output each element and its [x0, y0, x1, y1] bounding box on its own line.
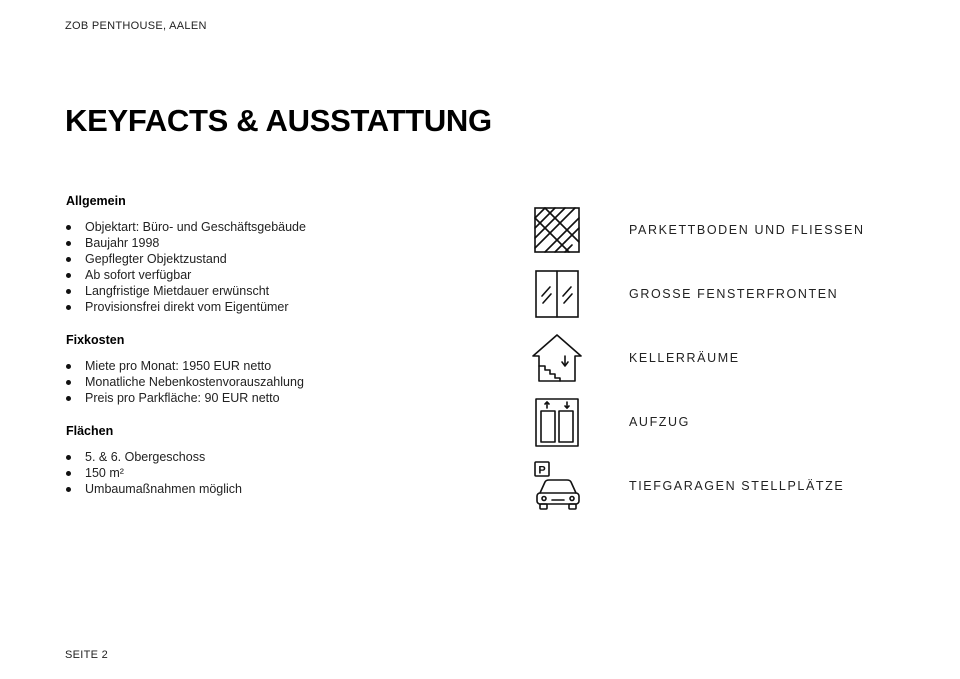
- document-header: ZOB PENTHOUSE, AALEN: [65, 20, 207, 32]
- feature-basement: [530, 326, 910, 390]
- list-item: Miete pro Monat: 1950 EUR netto: [66, 358, 486, 374]
- basement-icon: [530, 332, 582, 384]
- list-item: 5. & 6. Obergeschoss: [66, 449, 486, 465]
- page-title: KEYFACTS & AUSSTATTUNG: [65, 103, 492, 138]
- list-item: Preis pro Parkfläche: 90 EUR netto: [66, 390, 486, 406]
- list-item: Gepflegter Objektzustand: [66, 251, 486, 267]
- feature-label: AUFZUG: [629, 415, 690, 429]
- list-item: Baujahr 1998: [66, 235, 486, 251]
- keyfacts-column: [66, 194, 486, 515]
- parquet-floor-icon: [530, 204, 582, 256]
- parking-sign-letter: P: [538, 464, 546, 477]
- feature-parking: [530, 454, 910, 518]
- bullet-list: [66, 358, 486, 406]
- feature-label: TIEFGARAGEN STELLPLÄTZE: [629, 479, 845, 493]
- list-item: Umbaumaßnahmen möglich: [66, 481, 486, 497]
- elevator-icon: [530, 396, 582, 448]
- amenities-column: [530, 198, 910, 518]
- feature-parquet: [530, 198, 910, 262]
- list-item: Monatliche Nebenkostenvorauszahlung: [66, 374, 486, 390]
- feature-label: KELLERRÄUME: [629, 351, 740, 365]
- feature-elevator: [530, 390, 910, 454]
- bullet-list: [66, 449, 486, 497]
- section-allgemein: [66, 194, 486, 315]
- feature-label: PARKETTBODEN UND FLIESSEN: [629, 223, 865, 237]
- section-flaechen: [66, 424, 486, 497]
- section-heading: Flächen: [66, 424, 114, 438]
- window-front-icon: [530, 268, 582, 320]
- section-heading: Fixkosten: [66, 333, 125, 347]
- list-item: Langfristige Mietdauer erwünscht: [66, 283, 486, 299]
- section-heading: Allgemein: [66, 194, 126, 208]
- list-item: Provisionsfrei direkt vom Eigentümer: [66, 299, 486, 315]
- feature-label: GROSSE FENSTERFRONTEN: [629, 287, 839, 301]
- section-fixkosten: [66, 333, 486, 406]
- bullet-list: [66, 219, 486, 315]
- page-number: SEITE 2: [65, 649, 109, 661]
- parking-garage-icon: [530, 460, 582, 512]
- list-item: 150 m²: [66, 465, 486, 481]
- list-item: Objektart: Büro- und Geschäftsgebäude: [66, 219, 486, 235]
- list-item: Ab sofort verfügbar: [66, 267, 486, 283]
- feature-windows: [530, 262, 910, 326]
